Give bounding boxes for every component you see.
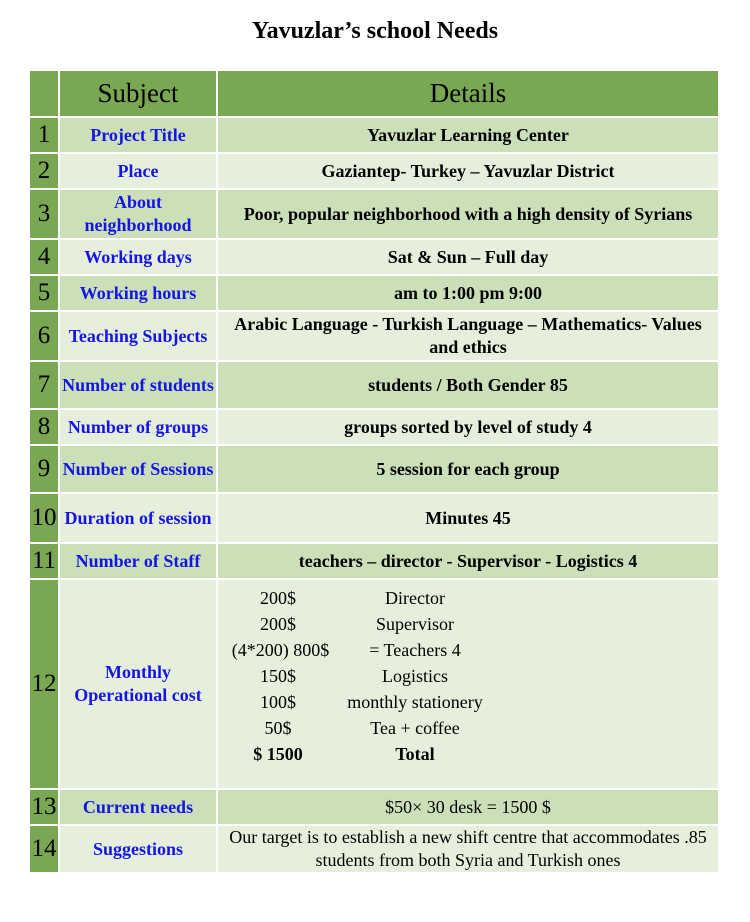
cost-label: = Teachers 4 xyxy=(369,640,461,660)
row-details: students / Both Gender 85 xyxy=(218,362,718,410)
table-row xyxy=(30,494,718,544)
row-number: 11 xyxy=(30,544,60,580)
row-subject: Current needs xyxy=(60,790,218,826)
row-number: 4 xyxy=(30,240,60,276)
row-details: Gaziantep- Turkey – Yavuzlar District xyxy=(218,154,718,190)
table-row xyxy=(30,312,718,362)
cost-total-amount: $ 1500 xyxy=(253,744,303,764)
header-subject: Subject xyxy=(60,71,218,118)
row-subject: Number of Staff xyxy=(60,544,218,580)
cost-amount: (4*200) 800$ xyxy=(231,640,330,660)
row-number: 1 xyxy=(30,118,60,154)
table-row xyxy=(30,154,718,190)
row-subject: Number of students xyxy=(60,362,218,410)
row-number: 7 xyxy=(30,362,60,410)
table-row xyxy=(30,580,718,790)
row-subject: Suggestions xyxy=(60,826,218,874)
cost-label: Supervisor xyxy=(376,614,454,634)
needs-table xyxy=(30,71,718,874)
table-header-row xyxy=(30,71,718,118)
row-number: 8 xyxy=(30,410,60,446)
table-row xyxy=(30,190,718,240)
row-subject: Working days xyxy=(60,240,218,276)
table-row xyxy=(30,118,718,154)
row-number: 13 xyxy=(30,790,60,826)
cost-amount: 50$ xyxy=(264,718,292,738)
row-details: Poor, popular neighborhood with a high density of Syrians xyxy=(218,190,718,240)
row-number: 6 xyxy=(30,312,60,362)
row-details: Sat & Sun – Full day xyxy=(218,240,718,276)
table-row xyxy=(30,240,718,276)
row-details: groups sorted by level of study 4 xyxy=(218,410,718,446)
row-details: $50× 30 desk = 1500 $ xyxy=(218,790,718,826)
page-title: Yavuzlar’s school Needs xyxy=(251,18,499,44)
row-subject: Number of Sessions xyxy=(60,446,218,494)
row-subject: Teaching Subjects xyxy=(60,312,218,362)
cost-amount: 100$ xyxy=(260,692,296,712)
row-number: 2 xyxy=(30,154,60,190)
row-subject: Working hours xyxy=(60,276,218,312)
operational-cost-breakdown xyxy=(218,580,718,790)
header-details: Details xyxy=(218,71,718,118)
row-number: 5 xyxy=(30,276,60,312)
row-details: am to 1:00 pm 9:00 xyxy=(218,276,718,312)
row-details: 5 session for each group xyxy=(218,446,718,494)
cost-label: Director xyxy=(385,588,445,608)
header-num-cell xyxy=(30,71,60,118)
row-details: Our target is to establish a new shift centre that accommodates .85 students from both Syria and Turkish ones xyxy=(218,826,718,874)
row-number: 14 xyxy=(30,826,60,874)
table-row xyxy=(30,362,718,410)
row-subject: Place xyxy=(60,154,218,190)
table-row xyxy=(30,276,718,312)
cost-amount: 200$ xyxy=(260,588,296,608)
row-subject: Number of groups xyxy=(60,410,218,446)
table-row xyxy=(30,826,718,874)
cost-label: monthly stationery xyxy=(347,692,483,712)
row-number: 10 xyxy=(30,494,60,544)
cost-label: Logistics xyxy=(382,666,448,686)
table-row xyxy=(30,790,718,826)
cost-amount: 200$ xyxy=(260,614,296,634)
row-number: 9 xyxy=(30,446,60,494)
row-number: 3 xyxy=(30,190,60,240)
row-subject: Project Title xyxy=(60,118,218,154)
row-details: Minutes 45 xyxy=(218,494,718,544)
table-row xyxy=(30,544,718,580)
cost-amount: 150$ xyxy=(260,666,296,686)
cost-label: Tea + coffee xyxy=(370,718,460,738)
row-subject: About neighborhood xyxy=(60,190,218,240)
table-row xyxy=(30,410,718,446)
row-details: Arabic Language - Turkish Language – Mathematics- Values and ethics xyxy=(218,312,718,362)
cost-total-label: Total xyxy=(395,744,435,764)
table-row xyxy=(30,446,718,494)
row-subject: Monthly Operational cost xyxy=(60,580,218,790)
row-subject: Duration of session xyxy=(60,494,218,544)
row-number: 12 xyxy=(30,580,60,790)
row-details: teachers – director - Supervisor - Logistics 4 xyxy=(218,544,718,580)
row-details: Yavuzlar Learning Center xyxy=(218,118,718,154)
